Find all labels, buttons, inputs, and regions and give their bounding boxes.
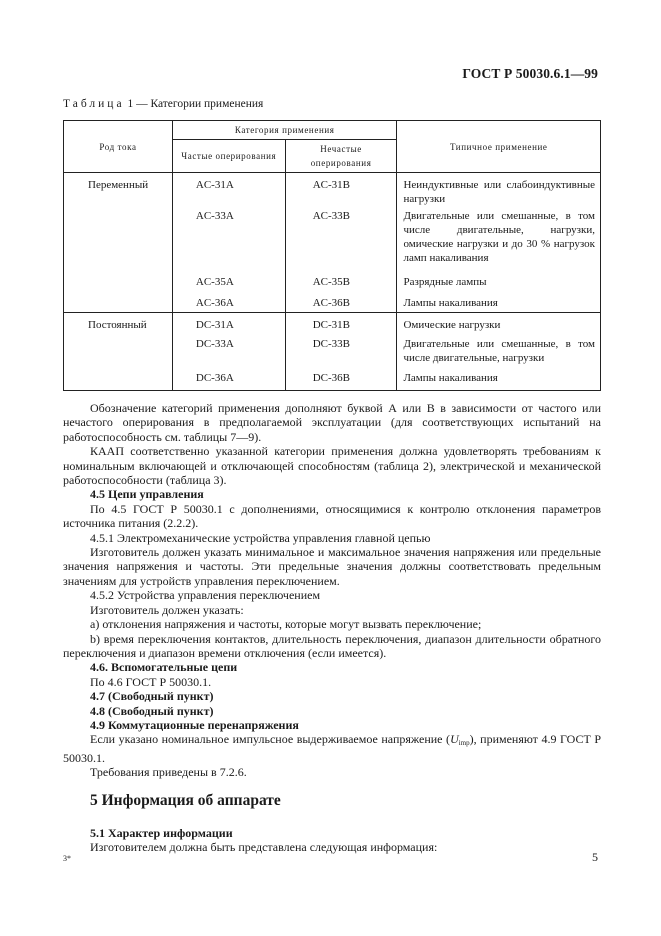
- cell-infrequent: AC-36B: [285, 293, 397, 313]
- paragraph: Обозначение категорий применения дополняют буквой А или В в зависимости от частого или нечастого оперирования в предполагаемой эксплуатации (для соответствующих испытаний на работоспособность см. таблицы 7—9).: [63, 401, 601, 444]
- cell-application: Разрядные лампы: [397, 269, 601, 293]
- section-heading-5: 5 Информация об аппарате: [90, 791, 281, 809]
- cell-infrequent: DC-31B: [285, 313, 397, 335]
- header-category: Категория применения: [172, 121, 397, 140]
- voltage-subscript: imp: [458, 739, 470, 748]
- cell-application: Омические нагрузки: [397, 313, 601, 335]
- section-heading-4-7: 4.7 (Свободный пункт): [90, 689, 214, 704]
- voltage-symbol: U: [450, 732, 459, 747]
- cell-frequent: AC-31A: [172, 173, 285, 207]
- table-row: [64, 313, 601, 335]
- section-heading-4-8: 4.8 (Свободный пункт): [90, 703, 214, 718]
- paragraph-part: ), применяют 4.9 ГОСТ Р 50030.1.: [63, 732, 602, 765]
- paragraph: По 4.6 ГОСТ Р 50030.1.: [90, 674, 212, 689]
- page-number: 5: [592, 850, 598, 864]
- table-row: [64, 293, 601, 313]
- cell-frequent: AC-36A: [172, 293, 285, 313]
- table-row: [64, 206, 601, 269]
- section-heading-4-6: 4.6. Вспомогательные цепи: [90, 660, 238, 675]
- cell-frequent: AC-35A: [172, 269, 285, 293]
- cell-frequent: AC-33A: [172, 206, 285, 269]
- table-caption-title: 1 — Категории применения: [124, 98, 264, 110]
- cell-current: [64, 269, 173, 293]
- table-row: [64, 334, 601, 368]
- cell-frequent: DC-31A: [172, 313, 285, 335]
- cell-current: Переменный: [64, 173, 173, 207]
- table-row: [64, 173, 601, 207]
- table-caption-prefix: Таблица: [63, 98, 125, 110]
- header-infrequent: Нечастые оперирования: [285, 140, 397, 173]
- header-frequent: Частые оперирования: [172, 140, 285, 173]
- paragraph: Требования приведены в 7.2.6.: [90, 765, 247, 780]
- cell-current: [64, 293, 173, 313]
- cell-current: [64, 334, 173, 368]
- header-typical-application: Типичное применение: [397, 121, 601, 173]
- cell-frequent: DC-33A: [172, 334, 285, 368]
- paragraph: По 4.5 ГОСТ Р 50030.1 с дополнениями, относящимися к контролю отклонения параметров источника питания (2.2.2).: [63, 501, 601, 531]
- section-heading-5-1: 5.1 Характер информации: [90, 825, 233, 840]
- paragraph: [63, 732, 601, 765]
- list-item: а) отклонения напряжения и частоты, которые могут вызвать переключение;: [90, 617, 482, 632]
- cell-infrequent: DC-36B: [285, 368, 397, 391]
- cell-infrequent: AC-31B: [285, 173, 397, 207]
- paragraph: 4.5.2 Устройства управления переключением: [90, 588, 321, 603]
- signature-mark: 3*: [63, 854, 71, 863]
- paragraph: Изготовитель должен указать:: [90, 602, 244, 617]
- cell-application: Двигательные или смешанные, в том числе двигательные, нагрузки: [397, 334, 601, 368]
- cell-infrequent: DC-33B: [285, 334, 397, 368]
- paragraph-part: Если указано номинальное импульсное выдерживаемое напряжение (: [90, 732, 451, 747]
- paragraph: 4.5.1 Электромеханические устройства управления главной цепью: [90, 530, 431, 545]
- list-item: b) время переключения контактов, длительность переключения, диапазон длительности обратного переключения и диапазон времени отключения (если имеется).: [63, 631, 601, 660]
- application-categories-table: [63, 120, 601, 391]
- section-heading-4-5: 4.5 Цепи управления: [90, 487, 204, 502]
- paragraph: Изготовитель должен указать минимальное и максимальное значения напряжения или предельные значения напряжения и частоты. Эти предельные значения должны соответствовать предельным значениям для устройств управления переключением.: [63, 545, 601, 588]
- header-current-type: Род тока: [64, 121, 173, 173]
- paragraph: Изготовителем должна быть представлена следующая информация:: [90, 840, 438, 855]
- table-caption: [63, 98, 263, 110]
- standard-code-header: ГОСТ Р 50030.6.1—99: [462, 66, 598, 81]
- table-row: [64, 269, 601, 293]
- cell-infrequent: AC-35B: [285, 269, 397, 293]
- section-heading-4-9: 4.9 Коммутационные перенапряжения: [90, 717, 299, 732]
- cell-application: Лампы накаливания: [397, 368, 601, 391]
- cell-current: [64, 368, 173, 391]
- cell-infrequent: AC-33B: [285, 206, 397, 269]
- cell-application: Двигательные или смешанные, в том числе двигательные, нагрузки, омические нагрузки и до 30 % нагрузок ламп накаливания: [397, 206, 601, 269]
- cell-application: Неиндуктивные или слабоиндуктивные нагрузки: [397, 173, 601, 207]
- cell-current: [64, 206, 173, 269]
- table-row: [64, 368, 601, 391]
- cell-current: Постоянный: [64, 313, 173, 335]
- cell-frequent: DC-36A: [172, 368, 285, 391]
- cell-application: Лампы накаливания: [397, 293, 601, 313]
- paragraph: КААП соответственно указанной категории применения должна удовлетворять требованиям к номинальным включающей и отключающей способностям (таблица 2), электрической и механической работоспособности (таблица 3).: [63, 444, 601, 488]
- body-text: [63, 401, 601, 855]
